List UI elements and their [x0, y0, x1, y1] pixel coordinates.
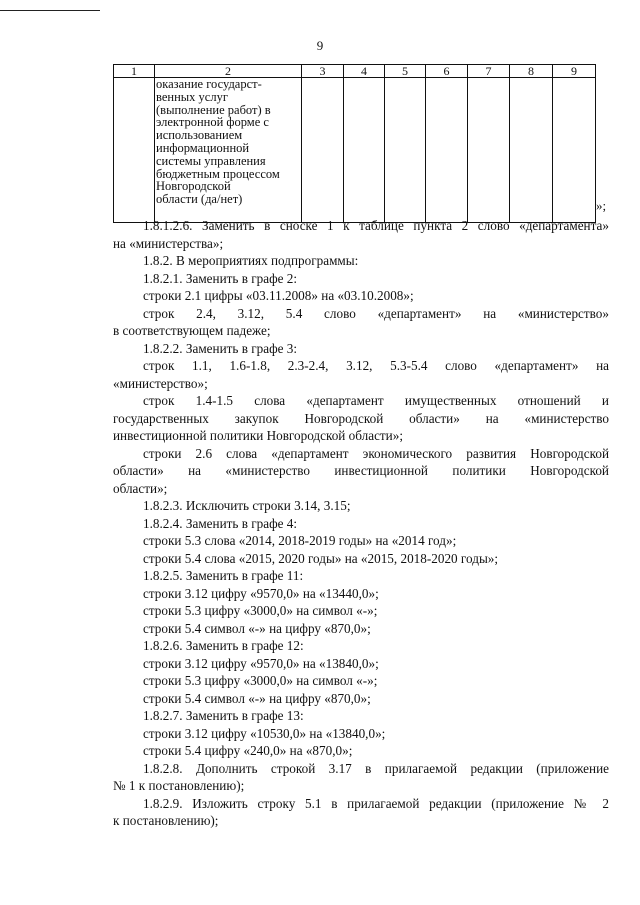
- cell-line: (выполнение работ) в: [156, 102, 271, 117]
- paragraph: строки 3.12 цифру «9570,0» на «13840,0»;: [143, 655, 379, 671]
- corner-rule: [0, 10, 100, 11]
- paragraph: 1.8.2.8. Дополнить строкой 3.17 в прилагаемой редакции (приложение: [143, 760, 609, 776]
- cell-line: информационной: [156, 140, 250, 155]
- table-cell: [510, 78, 553, 223]
- cell-line: венных услуг: [156, 89, 228, 104]
- cell-line: оказание государст-: [156, 77, 262, 91]
- paragraph: 1.8.2.3. Исключить строки 3.14, 3.15;: [143, 498, 351, 513]
- paragraph: строки 3.12 цифру «10530,0» на «13840,0»;: [143, 725, 386, 741]
- cell-line: бюджетным процессом: [156, 166, 280, 181]
- header-cell: 1: [114, 65, 155, 78]
- paragraph: 1.8.2.1. Заменить в графе 2:: [143, 270, 298, 286]
- paragraph: 1.8.1.2.6. Заменить в сноске 1 к таблице пункта 2 слово «департамента»: [143, 218, 609, 233]
- cell-line: электронной форме с: [156, 115, 269, 130]
- paragraph: строки 5.4 слова «2015, 2020 годы» на «2015, 2018-2020 годы»;: [143, 550, 499, 566]
- paragraph: № 1 к постановлению);: [113, 778, 245, 793]
- paragraph: 1.8.2.4. Заменить в графе 4:: [143, 515, 298, 531]
- paragraph: строки 5.4 символ «-» на цифру «870,0»;: [143, 690, 371, 706]
- paragraph: строки 2.1 цифры «03.11.2008» на «03.10.2008»;: [143, 288, 414, 303]
- header-cell: 3: [302, 65, 344, 78]
- header-cell: 8: [510, 65, 553, 78]
- paragraph: 1.8.2.5. Заменить в графе 11:: [143, 568, 304, 583]
- paragraph: строки 5.3 цифру «3000,0» на символ «-»;: [143, 673, 378, 688]
- paragraph: строки 3.12 цифру «9570,0» на «13440,0»;: [143, 585, 379, 601]
- paragraph: 1.8.2.9. Изложить строку 5.1 в прилагаемой редакции (приложение № 2: [143, 795, 609, 811]
- cell-line: области (да/нет): [156, 192, 243, 207]
- paragraph: строки 2.6 слова «департамент экономического развития Новгородской: [143, 445, 609, 461]
- program-table: [113, 64, 596, 223]
- paragraph: 1.8.2. В мероприятиях подпрограммы:: [143, 253, 359, 268]
- paragraph: 1.8.2.6. Заменить в графе 12:: [143, 638, 304, 653]
- paragraph: 1.8.2.2. Заменить в графе 3:: [143, 340, 298, 356]
- indicator-name-cell: [155, 78, 302, 223]
- paragraph: строк 2.4, 3.12, 5.4 слово «департамент» на «министерство»: [143, 305, 609, 321]
- paragraph: 1.8.2.7. Заменить в графе 13:: [143, 708, 304, 723]
- header-cell: 5: [385, 65, 426, 78]
- paragraph: в соответствующем падеже;: [113, 323, 271, 338]
- table-cell: [302, 78, 344, 223]
- table-cell: [468, 78, 510, 223]
- table-row: [114, 78, 596, 223]
- paragraph: строки 5.4 цифру «240,0» на «870,0»;: [143, 743, 353, 758]
- header-cell: 2: [155, 65, 302, 78]
- cell-line: системы управления: [156, 153, 266, 168]
- paragraph: государственных закупок Новгородской области» на «министерство: [113, 410, 609, 426]
- document-body: [113, 217, 609, 830]
- paragraph: «министерство»;: [113, 375, 208, 391]
- cell-line: Новгородской: [156, 179, 231, 194]
- table-cell: [553, 78, 596, 223]
- paragraph: инвестиционной политики Новгородской области»;: [113, 428, 404, 443]
- header-cell: 7: [468, 65, 510, 78]
- paragraph: на «министерства»;: [113, 235, 224, 251]
- cell-line: использованием: [156, 128, 243, 143]
- header-cell: 9: [553, 65, 596, 78]
- paragraph: строк 1.4-1.5 слова «департамент имущественных отношений и: [143, 393, 609, 408]
- paragraph: области» на «министерство инвестиционной политики Новгородской: [113, 463, 609, 478]
- paragraph: строки 5.4 символ «-» на цифру «870,0»;: [143, 620, 371, 636]
- paragraph: области»;: [113, 480, 168, 496]
- table-cell: [385, 78, 426, 223]
- table-cell: [344, 78, 385, 223]
- header-cell: 6: [426, 65, 468, 78]
- table-cell: [426, 78, 468, 223]
- table-header-row: [114, 65, 596, 78]
- paragraph: строк 1.1, 1.6-1.8, 2.3-2.4, 3.12, 5.3-5.4 слово «департамент» на: [143, 358, 609, 373]
- paragraph: строки 5.3 слова «2014, 2018-2019 годы» на «2014 год»;: [143, 533, 457, 548]
- paragraph: строки 5.3 цифру «3000,0» на символ «-»;: [143, 603, 378, 618]
- page-number: 9: [316, 38, 324, 53]
- closing-quote: »;: [596, 198, 607, 213]
- header-cell: 4: [344, 65, 385, 78]
- paragraph: к постановлению);: [113, 813, 219, 828]
